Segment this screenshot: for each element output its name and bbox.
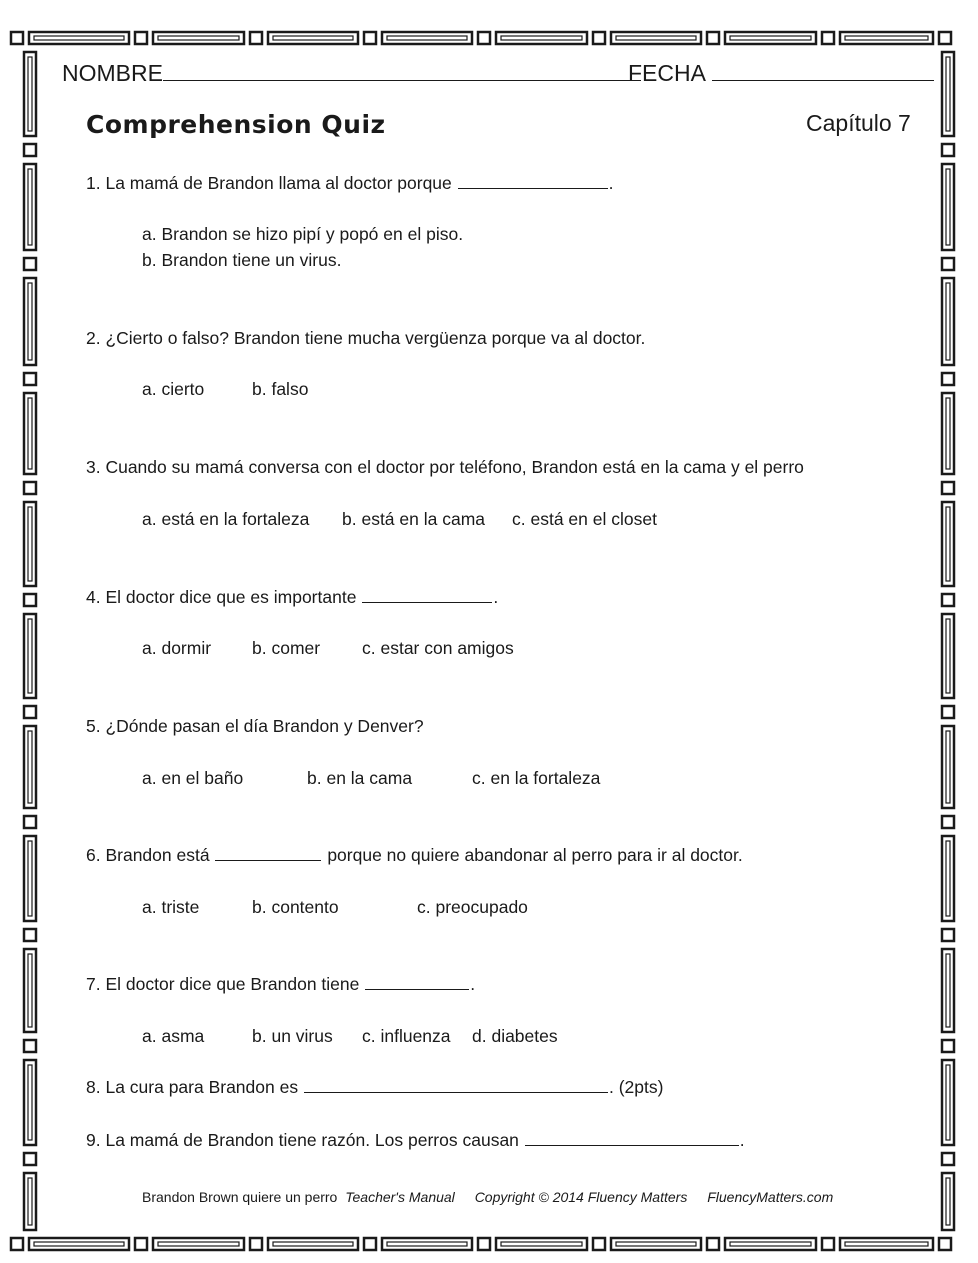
border-bar-inner	[387, 36, 467, 40]
border-bar	[840, 32, 933, 44]
border-square	[24, 1040, 36, 1052]
border-bar-inner	[34, 1242, 124, 1246]
border-bar	[24, 502, 36, 586]
border-bar	[611, 32, 701, 44]
border-square	[11, 1238, 23, 1250]
border-bar	[24, 1060, 36, 1145]
page-title: Comprehension Quiz	[86, 110, 386, 139]
border-square	[942, 144, 954, 156]
border-bar	[29, 1238, 129, 1250]
q1-option-a: a. Brandon se hizo pipí y popó en el piso.	[142, 224, 464, 244]
question-4: 4. El doctor dice que es importante .	[86, 587, 499, 607]
border-bar	[942, 949, 954, 1032]
border-bar	[496, 32, 587, 44]
q6-option-b: b. contento	[252, 897, 339, 917]
question-7: 7. El doctor dice que Brandon tiene .	[86, 974, 476, 994]
border-square	[24, 258, 36, 270]
border-square	[593, 1238, 605, 1250]
border-bar-inner	[28, 841, 32, 916]
border-bar	[24, 164, 36, 250]
q5-option-b: b. en la cama	[307, 768, 413, 788]
border-square	[135, 1238, 147, 1250]
border-square	[24, 594, 36, 606]
border-square	[942, 258, 954, 270]
border-bar-inner	[946, 841, 950, 916]
border-bar-inner	[28, 619, 32, 693]
question-9: 9. La mamá de Brandon tiene razón. Los perros causan .	[86, 1130, 745, 1150]
border-square	[942, 373, 954, 385]
border-bar	[153, 32, 244, 44]
border-square	[707, 32, 719, 44]
footer-copyright: Copyright © 2014 Fluency Matters	[474, 1189, 688, 1205]
border-bar-inner	[730, 1242, 811, 1246]
border-bar	[942, 278, 954, 365]
border-square	[24, 373, 36, 385]
border-bar-inner	[946, 507, 950, 581]
name-line[interactable]	[163, 79, 641, 81]
border-square	[942, 482, 954, 494]
border-square	[250, 32, 262, 44]
border-square	[939, 32, 951, 44]
question-2: 2. ¿Cierto o falso? Brandon tiene mucha vergüenza porque va al doctor.	[86, 328, 646, 348]
q4-option-c: c. estar con amigos	[362, 638, 514, 658]
border-bar-inner	[28, 57, 32, 131]
border-bar	[942, 836, 954, 921]
border-bar-inner	[946, 1065, 950, 1140]
border-bar-inner	[158, 1242, 239, 1246]
border-bar-inner	[28, 954, 32, 1027]
border-bar	[24, 1173, 36, 1230]
border-square	[942, 929, 954, 941]
border-bar-inner	[501, 36, 582, 40]
border-square	[24, 816, 36, 828]
border-square	[11, 32, 23, 44]
border-square	[822, 32, 834, 44]
border-bar	[24, 949, 36, 1032]
chapter-label: Capítulo 7	[806, 110, 911, 136]
question-1: 1. La mamá de Brandon llama al doctor porque .	[86, 173, 614, 193]
q5-option-c: c. en la fortaleza	[472, 768, 601, 788]
border-bar-inner	[845, 1242, 928, 1246]
name-label: NOMBRE	[62, 60, 163, 86]
q4-option-b: b. comer	[252, 638, 321, 658]
q7-option-b: b. un virus	[252, 1026, 333, 1046]
answer-blank[interactable]	[458, 174, 608, 189]
border-bar-inner	[28, 731, 32, 803]
answer-blank[interactable]	[304, 1078, 608, 1093]
border-bar-inner	[946, 57, 950, 131]
border-bar	[611, 1238, 701, 1250]
border-bar-inner	[273, 36, 353, 40]
answer-blank[interactable]	[215, 846, 321, 861]
border-bar	[942, 164, 954, 250]
border-square	[942, 816, 954, 828]
border-bar-inner	[946, 954, 950, 1027]
question-5: 5. ¿Dónde pasan el día Brandon y Denver?	[86, 716, 424, 736]
border-square	[364, 1238, 376, 1250]
border-bar	[24, 52, 36, 136]
border-bar-inner	[158, 36, 239, 40]
border-bar	[24, 726, 36, 808]
border-bar-inner	[28, 1065, 32, 1140]
q3-option-b: b. está en la cama	[342, 509, 485, 529]
border-bar-inner	[946, 1178, 950, 1225]
border-bar	[942, 726, 954, 808]
border-square	[942, 1040, 954, 1052]
border-bar-inner	[730, 36, 811, 40]
question-3: 3. Cuando su mamá conversa con el doctor por teléfono, Brandon está en la cama y el perro	[86, 457, 804, 477]
q1-option-b: b. Brandon tiene un virus.	[142, 250, 342, 270]
q2-option-b: b. falso	[252, 379, 309, 399]
q3-option-c: c. está en el closet	[512, 509, 657, 529]
q7-option-c: c. influenza	[362, 1026, 451, 1046]
q6-option-a: a. triste	[142, 897, 200, 917]
footer-website: FluencyMatters.com	[707, 1189, 834, 1205]
border-bar	[29, 32, 129, 44]
border-bar	[24, 393, 36, 474]
border-bar	[725, 32, 816, 44]
footer-book-title: Brandon Brown quiere un perro	[142, 1189, 338, 1205]
border-square	[942, 594, 954, 606]
border-bar	[382, 1238, 472, 1250]
border-square	[24, 706, 36, 718]
border-bar-inner	[946, 731, 950, 803]
border-square	[939, 1238, 951, 1250]
date-label: FECHA	[628, 60, 706, 86]
border-bar-inner	[273, 1242, 353, 1246]
border-bar	[268, 1238, 358, 1250]
border-bar-inner	[501, 1242, 582, 1246]
name-field-row	[62, 60, 641, 87]
border-square	[364, 32, 376, 44]
border-square	[24, 482, 36, 494]
border-bar-inner	[387, 1242, 467, 1246]
q6-option-c: c. preocupado	[417, 897, 528, 917]
q3-option-a: a. está en la fortaleza	[142, 509, 310, 529]
border-square	[942, 706, 954, 718]
border-bar	[382, 32, 472, 44]
border-bar	[942, 393, 954, 474]
border-square	[478, 1238, 490, 1250]
border-bar-inner	[28, 1178, 32, 1225]
border-square	[24, 1153, 36, 1165]
border-bar-inner	[946, 283, 950, 360]
border-bar	[942, 1173, 954, 1230]
border-bar	[942, 614, 954, 698]
border-bar	[24, 278, 36, 365]
footer-manual: Teacher's Manual	[345, 1189, 455, 1205]
border-bar-inner	[616, 1242, 696, 1246]
date-field-row	[628, 60, 934, 87]
date-line[interactable]	[712, 79, 934, 81]
q7-option-a: a. asma	[142, 1026, 205, 1046]
border-bar	[268, 32, 358, 44]
border-bar-inner	[28, 398, 32, 469]
border-bar-inner	[616, 36, 696, 40]
border-square	[24, 144, 36, 156]
border-bar	[942, 502, 954, 586]
border-bar	[942, 52, 954, 136]
q4-option-a: a. dormir	[142, 638, 212, 658]
answer-blank[interactable]	[525, 1131, 739, 1146]
border-bar	[24, 836, 36, 921]
border-square	[593, 32, 605, 44]
border-bar-inner	[946, 169, 950, 245]
border-bar-inner	[845, 36, 928, 40]
border-bar-inner	[946, 398, 950, 469]
border-bar-inner	[28, 507, 32, 581]
answer-blank[interactable]	[365, 975, 469, 990]
question-6: 6. Brandon está porque no quiere abandonar al perro para ir al doctor.	[86, 845, 743, 865]
q2-option-a: a. cierto	[142, 379, 205, 399]
border-bar-inner	[28, 283, 32, 360]
border-bar-inner	[946, 619, 950, 693]
border-bar	[942, 1060, 954, 1145]
border-bar	[24, 614, 36, 698]
q5-option-a: a. en el baño	[142, 768, 244, 788]
question-8: 8. La cura para Brandon es . (2pts)	[86, 1077, 664, 1097]
border-square	[942, 1153, 954, 1165]
border-bar-inner	[34, 36, 124, 40]
footer	[142, 1189, 833, 1205]
border-square	[822, 1238, 834, 1250]
border-square	[707, 1238, 719, 1250]
border-bar	[725, 1238, 816, 1250]
border-square	[478, 32, 490, 44]
border-square	[250, 1238, 262, 1250]
answer-blank[interactable]	[362, 588, 492, 603]
border-square	[135, 32, 147, 44]
border-bar	[840, 1238, 933, 1250]
border-bar	[153, 1238, 244, 1250]
border-bar	[496, 1238, 587, 1250]
border-square	[24, 929, 36, 941]
q7-option-d: d. diabetes	[472, 1026, 558, 1046]
border-bar-inner	[28, 169, 32, 245]
